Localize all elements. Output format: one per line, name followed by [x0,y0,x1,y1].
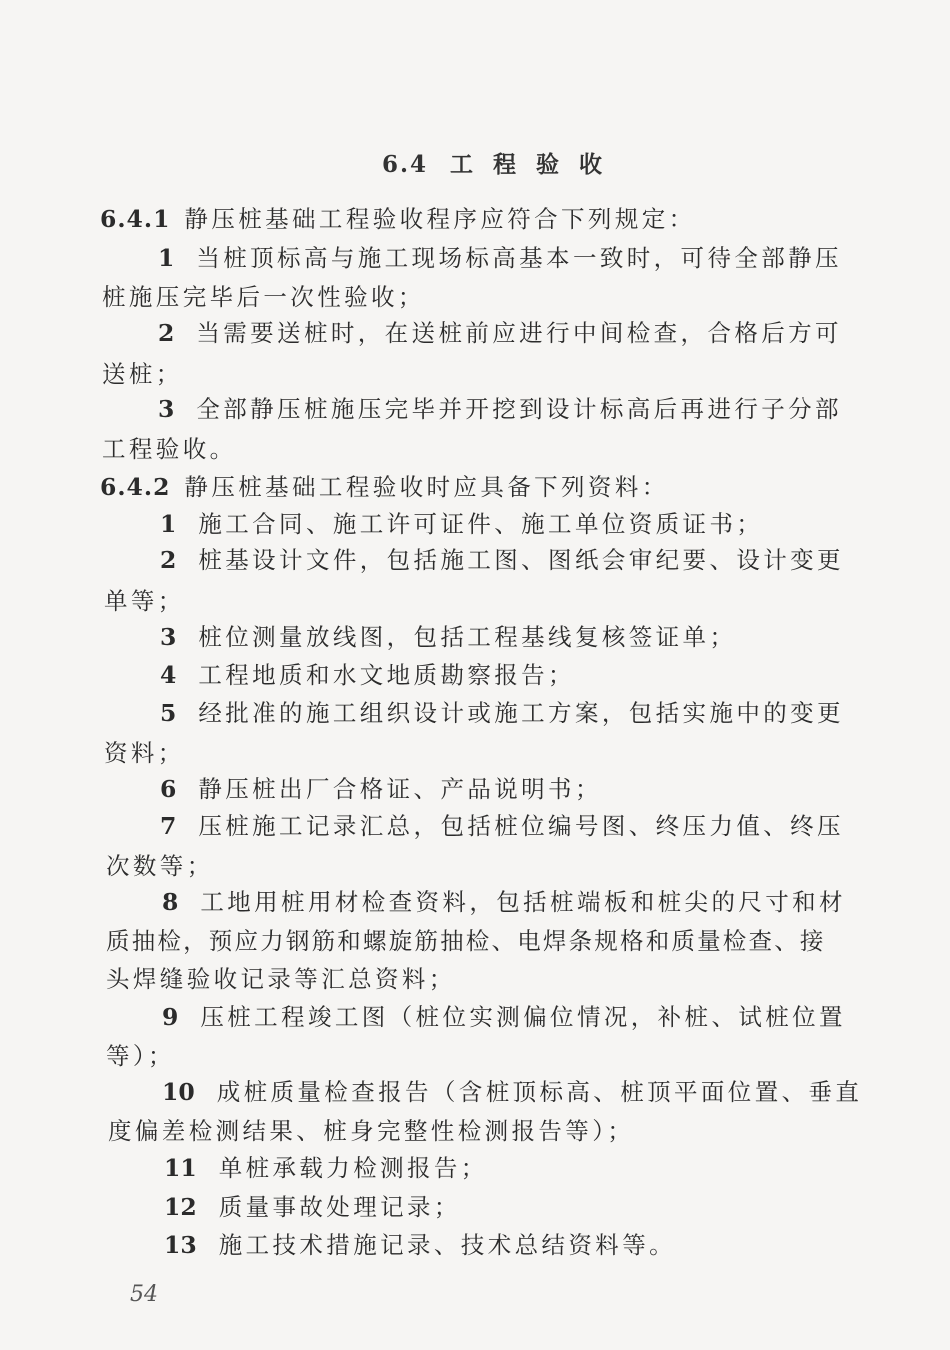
list-item [160,509,763,539]
item-number: 6 [160,775,177,803]
item-text: 静压桩出厂合格证、产品说明书； [198,775,602,803]
list-item [162,887,846,917]
clause-number: 6.4.2 [100,473,171,501]
list-item [160,698,844,728]
item-number: 1 [158,244,175,272]
item-number: 7 [160,812,177,840]
list-item [160,811,844,841]
list-item [160,622,736,652]
item-text: 当需要送桩时，在送桩前应进行中间检查，合格后方可 [196,319,842,347]
item-number: 8 [162,888,179,916]
page-number: 54 [130,1282,158,1307]
item-number: 11 [164,1154,197,1182]
list-item [162,1002,846,1032]
list-item [158,394,842,424]
list-item [164,1153,488,1183]
list-item-continuation: 等）； [106,1042,175,1070]
clause-number: 6.4.1 [100,205,171,233]
item-text: 施工合同、施工许可证件、施工单位资质证书； [198,510,764,538]
list-item-continuation: 度偏差检测结果、桩身完整性检测报告等）； [108,1117,635,1145]
item-text: 工程地质和水文地质勘察报告； [198,661,575,689]
list-item [164,1192,461,1222]
item-text: 桩位测量放线图，包括工程基线复核签证单； [198,623,737,651]
list-item [158,243,842,273]
item-number: 2 [158,319,175,347]
list-item [162,1077,862,1107]
item-number: 9 [162,1003,179,1031]
item-number: 3 [158,395,175,423]
list-item-continuation: 头焊缝验收记录等汇总资料； [106,965,456,993]
list-item-continuation: 次数等； [106,852,214,880]
list-item [160,545,844,575]
clause-heading-text: 静压桩基础工程验收程序应符合下列规定： [184,205,696,233]
item-number: 4 [160,661,177,689]
list-item [158,318,842,348]
item-text: 全部静压桩施压完毕并开挖到设计标高后再进行子分部 [196,395,842,423]
item-text: 压桩工程竣工图（桩位实测偏位情况，补桩、试桩位置 [200,1003,846,1031]
item-text: 当桩顶标高与施工现场标高基本一致时，可待全部静压 [196,244,842,272]
section-title-text: 工 程 验 收 [449,151,609,178]
item-text: 桩基设计文件，包括施工图、图纸会审纪要、设计变更 [198,546,844,574]
item-text: 成桩质量检查报告（含桩顶标高、桩顶平面位置、垂直 [216,1078,863,1106]
item-number: 12 [164,1193,197,1221]
list-item [164,1230,676,1260]
list-item-continuation: 工程验收。 [102,435,237,463]
list-item [160,660,575,690]
item-number: 10 [162,1078,195,1106]
list-item-continuation: 桩施压完毕后一次性验收； [102,283,425,311]
item-text: 单桩承载力检测报告； [218,1154,488,1182]
item-text: 质量事故处理记录； [218,1193,461,1221]
item-text: 压桩施工记录汇总，包括桩位编号图、终压力值、终压 [198,812,844,840]
item-number: 5 [160,699,177,727]
list-item-continuation: 单等； [104,587,185,615]
item-number: 1 [160,510,177,538]
item-text: 施工技术措施记录、技术总结资料等。 [218,1231,677,1259]
item-text: 工地用桩用材检查资料，包括桩端板和桩尖的尺寸和材 [200,888,846,916]
list-item-continuation: 质抽检，预应力钢筋和螺旋筋抽检、电焊条规格和质量检查、接 [106,927,826,955]
item-number: 2 [160,546,177,574]
item-number: 13 [164,1231,197,1259]
section-number: 6.4 [381,151,428,178]
item-number: 3 [160,623,177,651]
clause-heading [100,204,696,234]
list-item-continuation: 资料； [104,739,185,767]
section-title [0,146,950,179]
list-item [160,774,602,804]
list-item-continuation: 送桩； [102,360,183,388]
item-text: 经批准的施工组织设计或施工方案，包括实施中的变更 [198,699,844,727]
clause-heading [100,472,669,502]
clause-heading-text: 静压桩基础工程验收时应具备下列资料： [184,473,669,501]
